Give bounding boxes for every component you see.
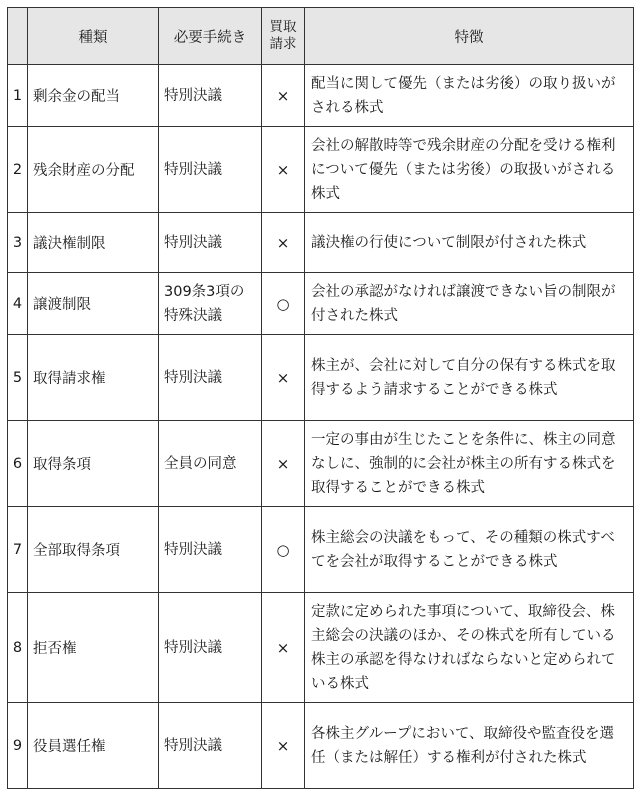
feature: 一定の事由が生じたことを条件に、株主の同意なしに、強制的に会社が株主の所有する株式を取得することができる株式 — [305, 421, 634, 507]
procedure: 特別決議 — [159, 593, 262, 703]
row-number: 2 — [8, 127, 28, 213]
buyback-mark: × — [262, 213, 305, 273]
share-types-table — [7, 7, 634, 789]
share-type: 譲渡制限 — [28, 273, 159, 335]
procedure: 特別決議 — [159, 507, 262, 593]
feature: 配当に関して優先（または劣後）の取り扱いがされる株式 — [305, 65, 634, 127]
header-type: 種類 — [28, 8, 159, 65]
table-row — [8, 273, 634, 335]
table-row — [8, 421, 634, 507]
buyback-mark: ○ — [262, 507, 305, 593]
row-number: 8 — [8, 593, 28, 703]
header-buyback-line2: 請求 — [269, 36, 297, 52]
share-type: 剰余金の配当 — [28, 65, 159, 127]
table-row — [8, 335, 634, 421]
procedure: 特別決議 — [159, 65, 262, 127]
share-type: 取得請求権 — [28, 335, 159, 421]
buyback-mark: ○ — [262, 273, 305, 335]
feature: 議決権の行使について制限が付された株式 — [305, 213, 634, 273]
row-number: 6 — [8, 421, 28, 507]
header-buyback — [262, 8, 305, 65]
header-no — [8, 8, 28, 65]
share-type: 全部取得条項 — [28, 507, 159, 593]
buyback-mark: × — [262, 335, 305, 421]
table-row — [8, 213, 634, 273]
table-row — [8, 507, 634, 593]
share-type: 拒否権 — [28, 593, 159, 703]
buyback-mark: × — [262, 593, 305, 703]
feature: 各株主グループにおいて、取締役や監査役を選任（または解任）する権利が付された株式 — [305, 703, 634, 789]
procedure: 特別決議 — [159, 703, 262, 789]
feature: 会社の承認がなければ譲渡できない旨の制限が付された株式 — [305, 273, 634, 335]
share-type: 取得条項 — [28, 421, 159, 507]
share-type: 議決権制限 — [28, 213, 159, 273]
table-row — [8, 593, 634, 703]
share-type: 残余財産の分配 — [28, 127, 159, 213]
procedure: 特別決議 — [159, 127, 262, 213]
feature: 定款に定められた事項について、取締役会、株主総会の決議のほか、その株式を所有している株主の承認を得なければならないと定められている株式 — [305, 593, 634, 703]
header-row — [8, 8, 634, 65]
feature: 会社の解散時等で残余財産の分配を受ける権利について優先（または劣後）の取扱いがされる株式 — [305, 127, 634, 213]
table-row — [8, 703, 634, 789]
table-row — [8, 65, 634, 127]
procedure: 特別決議 — [159, 213, 262, 273]
row-number: 7 — [8, 507, 28, 593]
header-feature: 特徴 — [305, 8, 634, 65]
buyback-mark: × — [262, 127, 305, 213]
feature: 株主が、会社に対して自分の保有する株式を取得するよう請求することができる株式 — [305, 335, 634, 421]
row-number: 9 — [8, 703, 28, 789]
row-number: 5 — [8, 335, 28, 421]
procedure: 特別決議 — [159, 335, 262, 421]
procedure: 309条3項の特殊決議 — [159, 273, 262, 335]
row-number: 3 — [8, 213, 28, 273]
procedure: 全員の同意 — [159, 421, 262, 507]
header-buyback-line1: 買取 — [269, 19, 297, 35]
row-number: 4 — [8, 273, 28, 335]
share-type: 役員選任権 — [28, 703, 159, 789]
buyback-mark: × — [262, 703, 305, 789]
buyback-mark: × — [262, 65, 305, 127]
table-row — [8, 127, 634, 213]
feature: 株主総会の決議をもって、その種類の株式すべてを会社が取得することができる株式 — [305, 507, 634, 593]
buyback-mark: × — [262, 421, 305, 507]
header-procedure: 必要手続き — [159, 8, 262, 65]
row-number: 1 — [8, 65, 28, 127]
